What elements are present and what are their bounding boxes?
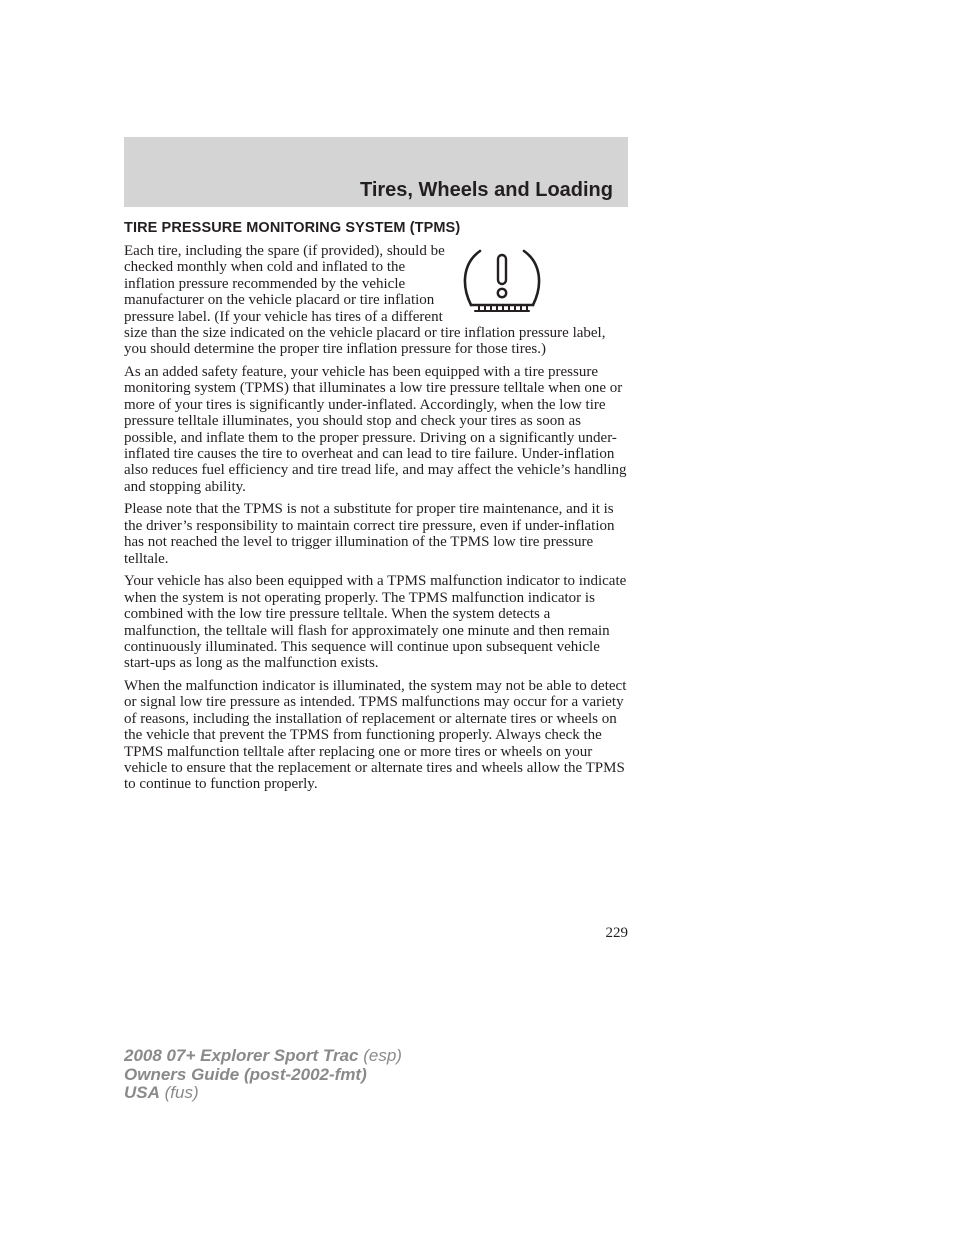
chapter-title: Tires, Wheels and Loading bbox=[359, 179, 613, 201]
footer-line-3 bbox=[124, 1084, 402, 1103]
section-heading: TIRE PRESSURE MONITORING SYSTEM (TPMS) bbox=[124, 220, 461, 236]
paragraph-1 bbox=[124, 243, 628, 358]
page-number: 229 bbox=[605, 925, 628, 941]
footer-guide: Owners Guide (post-2002-fmt) bbox=[124, 1064, 367, 1084]
paragraph-1-text: Each tire, including the spare (if provided), should be checked monthly when cold and inflated to the inflation pressure recommended by the vehicle manufacturer on the vehicle placard or tire inflation pressure label. (If your vehicle has tires of a different size than the size indicated on the vehicle placard or tire inflation pressure label, you should determine the proper tire inflation pressure for those tires.) bbox=[124, 243, 606, 358]
footer-market-code: (fus) bbox=[159, 1083, 199, 1102]
main-content bbox=[124, 243, 628, 799]
paragraph-2: As an added safety feature, your vehicle has been equipped with a tire pressure monitoring system (TPMS) that illuminates a low tire pressure telltale when one or more of your tires is significantly under-inflated. Accordingly, when the low tire pressure telltale illuminates, you should stop and check your tires as soon as possible, and inflate them to the proper pressure. Driving on a significantly under-inflated tire causes the tire to overheat and can lead to tire failure. Under-inflation also reduces fuel efficiency and tire tread life, and may affect the vehicle’s handling and stopping ability. bbox=[124, 364, 627, 495]
footer-model-code: (esp) bbox=[358, 1046, 402, 1065]
footer-line-1 bbox=[124, 1047, 402, 1066]
footer-line-2 bbox=[124, 1066, 402, 1085]
tire-pressure-warning-icon bbox=[461, 245, 543, 321]
footer-model: 2008 07+ Explorer Sport Trac bbox=[124, 1046, 359, 1065]
paragraph-5: When the malfunction indicator is illuminated, the system may not be able to detect or signal low tire pressure as intended. TPMS malfunctions may occur for a variety of reasons, including the installation of replacement or alternate tires or wheels on the vehicle that prevent the TPMS from functioning properly. Always check the TPMS malfunction telltale after replacing one or more tires or wheels on your vehicle to ensure that the replacement or alternate tires and wheels allow the TPMS to continue to function properly. bbox=[124, 677, 627, 793]
footer bbox=[124, 1047, 402, 1103]
paragraph-3: Please note that the TPMS is not a substitute for proper tire maintenance, and it is the driver’s responsibility to maintain correct tire pressure, even if under-inflation has not reached the level to trigger illumination of the TPMS low tire pressure telltale. bbox=[124, 501, 615, 567]
header-band bbox=[124, 137, 628, 207]
paragraph-4: Your vehicle has also been equipped with a TPMS malfunction indicator to indicate when the system is not operating properly. The TPMS malfunction indicator is combined with the low tire pressure telltale. When the system detects a malfunction, the telltale will flash for approximately one minute and then remain continuously illuminated. This sequence will continue upon subsequent vehicle start-ups as long as the malfunction exists. bbox=[124, 573, 627, 672]
footer-market: USA bbox=[124, 1083, 160, 1102]
